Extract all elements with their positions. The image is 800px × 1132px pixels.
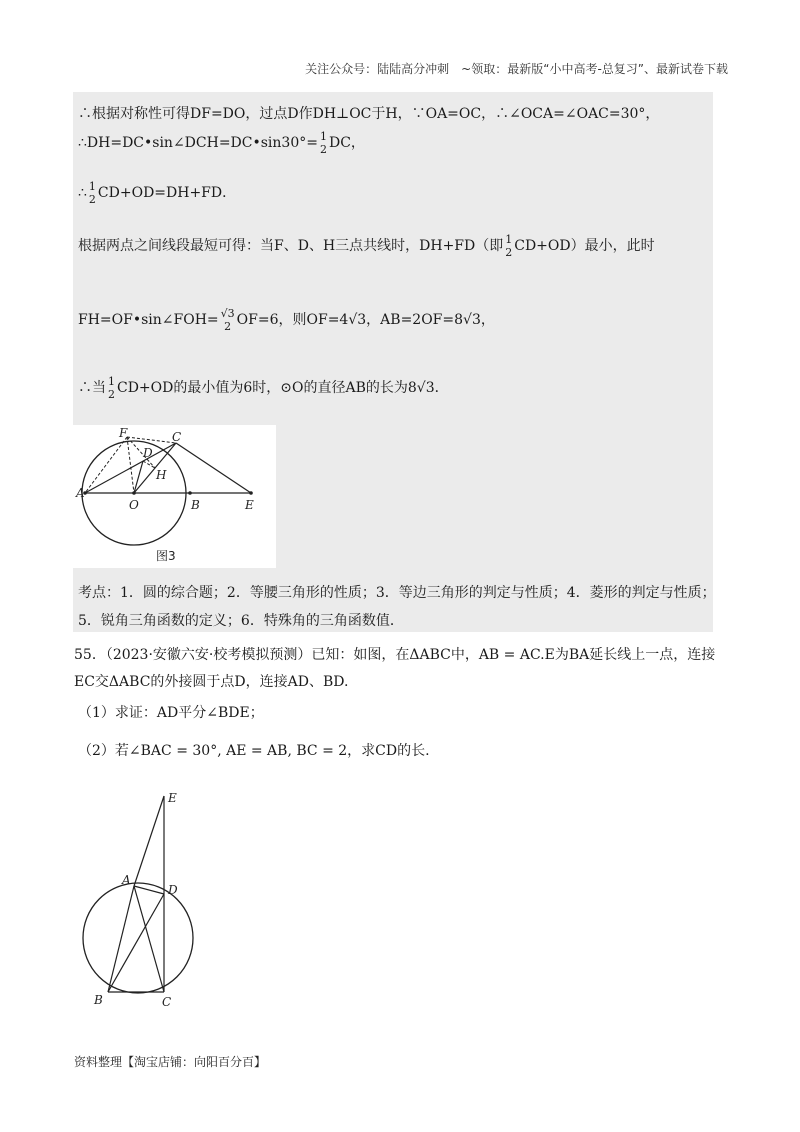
label-d: D: [168, 883, 178, 897]
solution-line-2: ∴DH=DC•sin∠DCH=DC•sin30°= 1 2 DC，: [78, 130, 365, 156]
solution-line-1: ∴根据对称性可得DF=DO，过点D作DH⊥OC于H，∵OA=OC，∴∠OCA=∠OAC=30°，: [78, 106, 660, 122]
label-f: F: [119, 426, 128, 440]
page-footer: 资料整理【淘宝店铺：向阳百分百】: [74, 1055, 267, 1069]
fraction-half: 1 2: [108, 375, 115, 401]
question-55-part-2: （2）若∠BAC = 30°, AE = AB, BC = 2，求CD的长.: [78, 743, 430, 759]
solution-line-3: ∴ 1 2 CD+OD=DH+FD．: [78, 180, 237, 206]
fraction-half: 1 2: [505, 233, 513, 259]
question-55-line-2: EC交ΔABC的外接圆于点D，连接AD、BD.: [74, 674, 349, 690]
label-o: O: [129, 498, 139, 512]
question-55-part-1: （1）求证：AD平分∠BDE；: [78, 705, 264, 721]
line-fc: [127, 437, 176, 443]
label-e: E: [245, 498, 254, 512]
line-ce: [176, 443, 251, 493]
sqrt3: √3: [416, 380, 435, 396]
figure-55: [78, 790, 203, 1015]
figure-3-caption: 图3: [156, 549, 176, 563]
page-header: 关注公众号：陆陆高分冲刺 ~领取：最新版“小中高考-总复习”、最新试卷下载: [305, 62, 728, 76]
question-55-line-1: 55．（2023·安徽六安·校考模拟预测）已知：如图，在ΔABC中，AB = AC.E为BA延长线上一点，连接: [74, 647, 716, 663]
label-h: H: [156, 468, 167, 482]
label-a: A: [76, 486, 85, 500]
label-c: C: [162, 995, 172, 1009]
fraction-half: 1 2: [319, 130, 327, 156]
label-a: A: [122, 873, 131, 887]
figure-3: [73, 425, 276, 568]
sqrt3: √3: [348, 312, 367, 328]
line-ba: [108, 886, 134, 992]
line-dh: [143, 461, 155, 468]
line-ae: [134, 796, 164, 886]
sqrt3: √3: [463, 312, 481, 328]
line-fo: [127, 437, 134, 493]
fraction-sqrt3-half: √3 2: [220, 307, 235, 333]
label-b: B: [94, 993, 103, 1007]
label-c: C: [172, 430, 182, 444]
figure-3-diagram: [73, 425, 276, 568]
label-e: E: [168, 791, 177, 805]
solution-line-4: 根据两点之间线段最短可得：当F、D、H三点共线时，DH+FD（即 1 2 CD+OD）最小，此时: [78, 233, 655, 259]
figure-55-diagram: [78, 790, 203, 1015]
label-d: D: [143, 446, 153, 460]
label-b: B: [191, 498, 200, 512]
fraction-half: 1 2: [88, 180, 96, 206]
solution-line-6: ∴当 1 2 CD+OD的最小值为6时，⊙O的直径AB的长为8√3．: [78, 375, 449, 401]
kaodian-line-2: 5．锐角三角函数的定义；6．特殊角的三角函数值．: [78, 613, 404, 629]
solution-line-5: FH=OF•sin∠FOH= √3 2 OF=6，则OF=4√3，AB=2OF=8√3，: [78, 307, 495, 333]
line-bd: [108, 894, 164, 992]
kaodian-line-1: 考点：1．圆的综合题；2．等腰三角形的性质；3．等边三角形的判定与性质；4．菱形的判定与性质；: [78, 585, 716, 601]
line-fa: [85, 437, 127, 493]
